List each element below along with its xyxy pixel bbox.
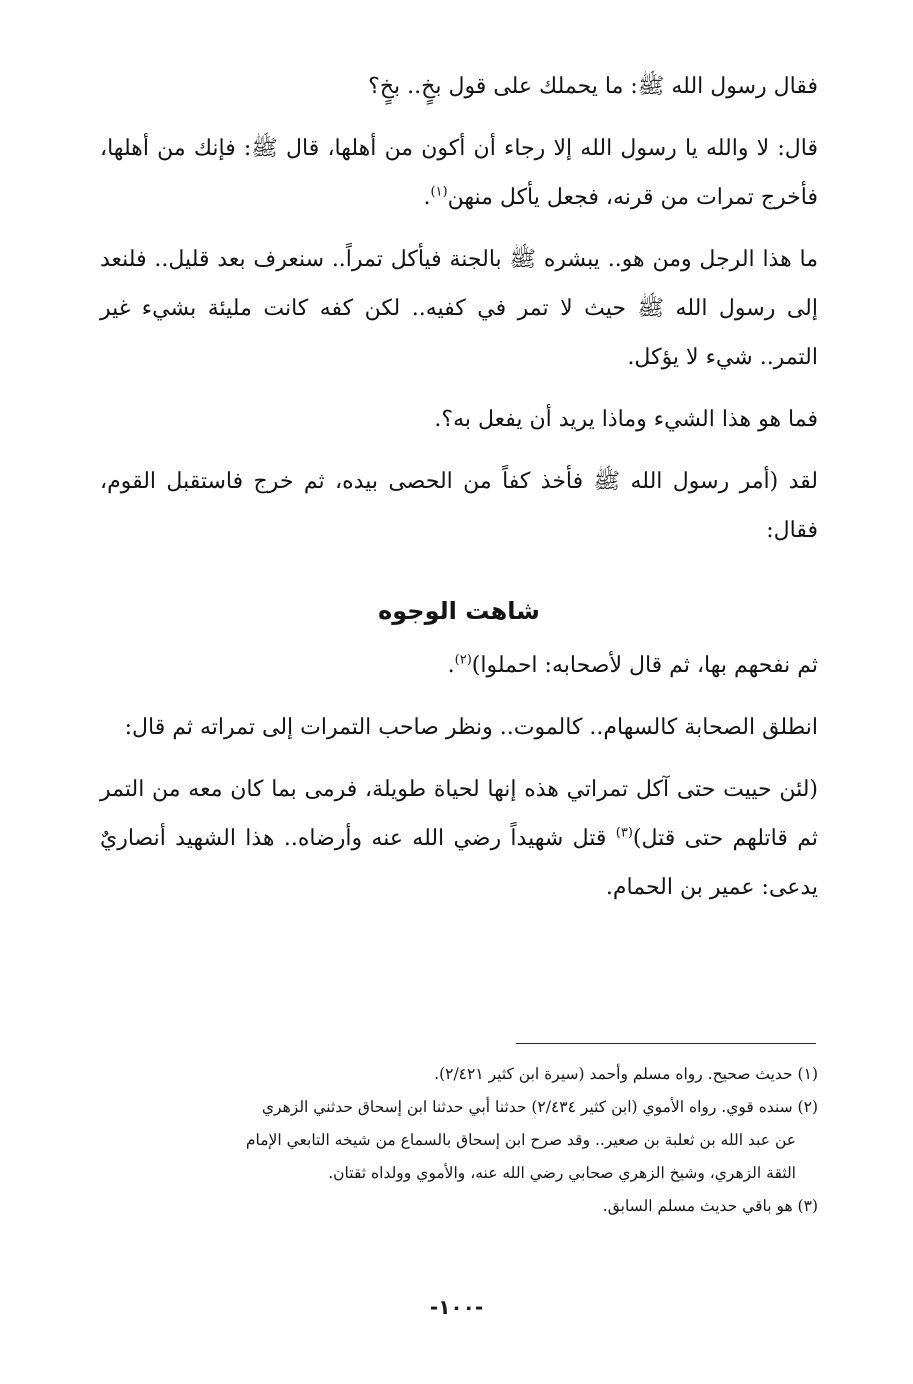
paragraph-2: قال: لا والله يا رسول الله إلا رجاء أن أكون من أهلها، قال ﷺ: فإنك من أهلها، فأخرج تمرات من قرنه، فجعل يأكل منهن$^{(١)}$. — [100, 136, 818, 210]
footnote-ref-2[interactable]: (٢) — [454, 652, 472, 668]
paragraph-4: فما هو هذا الشيء وماذا يريد أن يفعل به؟. — [434, 407, 818, 432]
paragraph-8-rest: قتل شهيداً رضي الله عنه وأرضاه.. هذا الشهيد أنصاريٌ يدعى: عمير بن الحمام. — [100, 826, 818, 900]
paragraph-3: ما هذا الرجل ومن هو.. يبشره ﷺ بالجنة فيأكل تمراً.. سنعرف بعد قليل.. فلنعد إلى رسول الله ﷺ حيث لا تمر في كفيه.. لكن كفه كانت مليئة بشيء غير التمر.. شيء لا يؤكل. — [100, 247, 818, 370]
footnotes — [100, 1058, 818, 1223]
footnote-1: (١) حديث صحيح. رواه مسلم وأحمد (سيرة ابن كثير ٢/٤٢١). — [434, 1065, 818, 1083]
footnote-2 — [100, 1091, 818, 1190]
section-heading: شاهت الوجوه — [378, 597, 540, 625]
paragraph-6-text: ثم نفحهم بها، ثم قال لأصحابه: احملوا) — [471, 653, 818, 678]
paragraph-1: فقال رسول الله ﷺ: ما يحملك على قول بخٍ.. بخٍ؟ — [368, 74, 818, 99]
paragraph-8 — [100, 765, 818, 912]
paragraph-8-quote: (لئن حييت حتى آكل تمراتي هذه إنها لحياة طويلة، فرمى بما كان معه من التمر ثم قاتلهم حتى قتل) — [100, 777, 818, 851]
footnotes-divider — [516, 1043, 816, 1044]
paragraph-7: انطلق الصحابة كالسهام.. كالموت.. ونظر صاحب التمرات إلى تمراته ثم قال: — [124, 715, 818, 740]
paragraph-6: ثم نفحهم بها، ثم قال لأصحابه: احملوا)$^{(٢)}$. — [447, 652, 818, 678]
page-number: -١٠٠- — [429, 1295, 484, 1319]
footnote-2-line-1: (٢) سنده قوي. رواه الأموي (ابن كثير ٢/٤٣٤) حدثنا أبي حدثنا ابن إسحاق حدثني الزهري — [261, 1098, 818, 1116]
paragraph-2-text: قال: لا والله يا رسول الله إلا رجاء أن أكون من أهلها، قال ﷺ: فإنك من أهلها، فأخرج تمرات من قرنه، فجعل يأكل منهن — [100, 136, 818, 210]
footnote-3: (٣) هو باقي حديث مسلم السابق. — [602, 1197, 818, 1215]
footnote-ref-3[interactable]: (٣) — [615, 825, 633, 841]
paragraph-5: لقد (أمر رسول الله ﷺ فأخذ كفاً من الحصى بيده، ثم خرج فاستقبل القوم، فقال: — [100, 469, 818, 543]
footnote-ref-1[interactable]: (١) — [430, 184, 448, 200]
footnote-2-line-2: عن عبد الله بن ثعلبة بن صعير.. وقد صرح ابن إسحاق بالسماع من شيخه التابعي الإمام — [245, 1131, 796, 1149]
footnote-2-line-3: الثقة الزهري، وشيخ الزهري صحابي رضي الله عنه، والأموي وولداه ثقتان. — [328, 1164, 796, 1182]
page-body — [100, 62, 818, 925]
